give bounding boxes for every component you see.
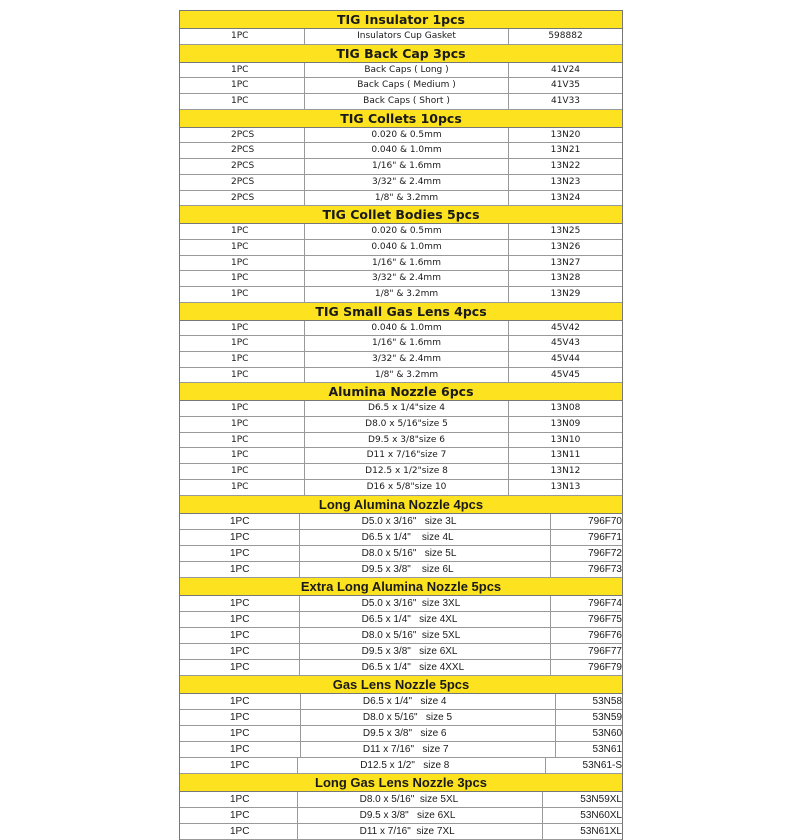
quantity-cell: 1PC — [180, 256, 305, 271]
quantity-cell: 1PC — [180, 726, 301, 741]
table-row — [180, 271, 622, 287]
table-row — [180, 417, 622, 433]
part-code-cell: 45V44 — [550, 354, 581, 364]
part-code-cell: 13N29 — [550, 288, 581, 299]
part-code-cell: 796F74 — [588, 597, 622, 609]
quantity-cell: 1PC — [180, 480, 305, 495]
section-title: TIG Back Cap 3pcs — [180, 45, 622, 63]
description-cell: D12.5 x 1/2"size 8 — [305, 464, 509, 479]
table-row — [180, 401, 622, 417]
description-cell: D5.0 x 3/16" size 3XL — [300, 596, 551, 611]
description-cell: D6.5 x 1/4" size 4XXL — [300, 660, 551, 675]
quantity-cell: 1PC — [180, 808, 298, 823]
section-title: TIG Insulator 1pcs — [180, 11, 622, 29]
part-code-cell: 53N61 — [592, 743, 622, 755]
table-row — [180, 628, 622, 644]
quantity-cell: 1PC — [180, 78, 305, 93]
description-cell: D6.5 x 1/4" size 4 — [301, 694, 556, 709]
quantity-cell: 2PCS — [180, 175, 305, 190]
table-row — [180, 240, 622, 256]
part-code-cell: 796F79 — [588, 661, 622, 673]
quantity-cell: 1PC — [180, 336, 305, 351]
part-code-cell: 796F75 — [588, 613, 622, 625]
part-code-cell: 13N25 — [550, 226, 581, 237]
table-row — [180, 336, 622, 352]
description-cell: D5.0 x 3/16" size 3L — [300, 514, 551, 529]
part-code-cell: 13N23 — [550, 176, 581, 187]
description-cell: Back Caps ( Long ) — [305, 63, 509, 78]
quantity-cell: 1PC — [180, 448, 305, 463]
quantity-cell: 1PC — [180, 224, 305, 239]
quantity-cell: 1PC — [180, 287, 305, 302]
quantity-cell: 1PC — [180, 321, 305, 336]
quantity-cell: 1PC — [180, 368, 305, 383]
description-cell: D11 x 7/16"size 7 — [305, 448, 509, 463]
description-cell: 3/32" & 2.4mm — [305, 175, 509, 190]
table-row — [180, 726, 622, 742]
part-code-cell: 53N61-S — [582, 759, 622, 771]
parts-section — [180, 578, 622, 676]
table-row — [180, 94, 622, 110]
parts-section — [180, 676, 622, 774]
table-row — [180, 78, 622, 94]
quantity-cell: 1PC — [180, 94, 305, 109]
parts-section — [180, 206, 622, 302]
quantity-cell: 2PCS — [180, 128, 305, 143]
description-cell: D6.5 x 1/4" size 4L — [300, 530, 551, 545]
quantity-cell: 1PC — [180, 628, 300, 643]
quantity-cell: 1PC — [180, 710, 301, 725]
parts-section — [180, 45, 622, 110]
part-code-cell: 796F71 — [588, 531, 622, 543]
quantity-cell: 1PC — [180, 271, 305, 286]
quantity-cell: 1PC — [180, 644, 300, 659]
description-cell: 3/32" & 2.4mm — [305, 352, 509, 367]
part-code-cell: 13N21 — [550, 145, 581, 156]
section-title: TIG Small Gas Lens 4pcs — [180, 303, 622, 321]
part-code-cell: 53N58 — [592, 695, 622, 707]
description-cell: D9.5 x 3/8" size 6XL — [298, 808, 544, 823]
table-row — [180, 596, 622, 612]
table-row — [180, 224, 622, 240]
part-code-cell: 41V33 — [550, 96, 581, 107]
parts-section — [180, 110, 622, 206]
description-cell: D9.5 x 3/8"size 6 — [305, 433, 509, 448]
quantity-cell: 2PCS — [180, 159, 305, 174]
part-code-cell: 598882 — [548, 31, 583, 41]
part-code-cell: 41V35 — [550, 80, 581, 91]
part-code-cell: 796F73 — [588, 563, 622, 575]
part-code-cell: 796F70 — [588, 515, 622, 527]
section-title: TIG Collets 10pcs — [180, 110, 622, 128]
description-cell: D6.5 x 1/4"size 4 — [305, 401, 509, 416]
quantity-cell: 1PC — [180, 694, 301, 709]
quantity-cell: 1PC — [180, 758, 298, 773]
part-code-cell: 796F76 — [588, 629, 622, 641]
description-cell: D6.5 x 1/4" size 4XL — [300, 612, 551, 627]
parts-section — [180, 774, 622, 840]
quantity-cell: 1PC — [180, 63, 305, 78]
part-code-cell: 45V42 — [550, 322, 581, 333]
description-cell: D12.5 x 1/2" size 8 — [298, 758, 545, 773]
table-row — [180, 63, 622, 79]
table-row — [180, 612, 622, 628]
part-code-cell: 53N61XL — [580, 825, 622, 837]
section-title: Gas Lens Nozzle 5pcs — [180, 676, 622, 694]
part-code-cell: 53N60XL — [580, 809, 622, 821]
part-code-cell: 13N24 — [550, 192, 581, 203]
description-cell: D8.0 x 5/16" size 5 — [301, 710, 556, 725]
table-row — [180, 644, 622, 660]
quantity-cell: 1PC — [180, 742, 301, 757]
quantity-cell: 1PC — [180, 29, 305, 44]
table-row — [180, 562, 622, 578]
part-code-cell: 13N10 — [550, 434, 581, 445]
description-cell: 1/8" & 3.2mm — [305, 191, 509, 206]
description-cell: D11 x 7/16" size 7 — [301, 742, 556, 757]
description-cell: 3/32" & 2.4mm — [305, 271, 509, 286]
part-code-cell: 53N59 — [592, 711, 622, 723]
table-row — [180, 464, 622, 480]
part-code-cell: 45V45 — [550, 369, 581, 380]
quantity-cell: 1PC — [180, 824, 298, 839]
quantity-cell: 1PC — [180, 546, 300, 561]
table-row — [180, 256, 622, 272]
description-cell: D9.5 x 3/8" size 6 — [301, 726, 556, 741]
table-row — [180, 368, 622, 384]
description-cell: 1/16" & 1.6mm — [305, 256, 509, 271]
quantity-cell: 1PC — [180, 240, 305, 255]
part-code-cell: 13N08 — [550, 403, 581, 414]
part-code-cell: 796F77 — [588, 645, 622, 657]
part-code-cell: 13N26 — [550, 241, 581, 252]
section-title: TIG Collet Bodies 5pcs — [180, 206, 622, 224]
table-row — [180, 321, 622, 337]
description-cell: 0.040 & 1.0mm — [305, 143, 509, 158]
part-code-cell: 13N12 — [550, 466, 581, 477]
part-code-cell: 41V24 — [550, 64, 581, 75]
section-title: Extra Long Alumina Nozzle 5pcs — [180, 578, 622, 596]
table-row — [180, 530, 622, 546]
table-row — [180, 143, 622, 159]
table-row — [180, 792, 622, 808]
table-row — [180, 758, 622, 774]
part-code-cell: 45V43 — [550, 338, 581, 349]
table-row — [180, 514, 622, 530]
quantity-cell: 1PC — [180, 417, 305, 432]
table-row — [180, 824, 622, 840]
description-cell: 1/16" & 1.6mm — [305, 336, 509, 351]
part-code-cell: 13N22 — [550, 161, 581, 172]
quantity-cell: 1PC — [180, 514, 300, 529]
section-title: Long Alumina Nozzle 4pcs — [180, 496, 622, 514]
section-title: Long Gas Lens Nozzle 3pcs — [180, 774, 622, 792]
quantity-cell: 1PC — [180, 530, 300, 545]
description-cell: 1/8" & 3.2mm — [305, 287, 509, 302]
description-cell: D16 x 5/8"size 10 — [305, 480, 509, 495]
quantity-cell: 1PC — [180, 792, 298, 807]
part-code-cell: 13N09 — [550, 419, 581, 430]
part-code-cell: 13N13 — [550, 481, 581, 492]
quantity-cell: 1PC — [180, 660, 300, 675]
table-row — [180, 29, 622, 45]
part-code-cell: 53N59XL — [580, 793, 622, 805]
table-row — [180, 352, 622, 368]
table-row — [180, 175, 622, 191]
quantity-cell: 1PC — [180, 464, 305, 479]
section-title: Alumina Nozzle 6pcs — [180, 383, 622, 401]
part-code-cell: 796F72 — [588, 547, 622, 559]
table-row — [180, 159, 622, 175]
table-row — [180, 448, 622, 464]
quantity-cell: 1PC — [180, 612, 300, 627]
table-row — [180, 694, 622, 710]
quantity-cell: 1PC — [180, 433, 305, 448]
parts-section — [180, 496, 622, 578]
table-row — [180, 710, 622, 726]
parts-section — [180, 11, 622, 45]
part-code-cell: 13N27 — [550, 257, 581, 268]
table-row — [180, 128, 622, 144]
table-row — [180, 742, 622, 758]
table-row — [180, 433, 622, 449]
table-row — [180, 287, 622, 303]
description-cell: D8.0 x 5/16" size 5XL — [300, 628, 551, 643]
parts-section — [180, 383, 622, 495]
table-row — [180, 660, 622, 676]
description-cell: 0.040 & 1.0mm — [305, 321, 509, 336]
description-cell: Insulators Cup Gasket — [305, 29, 509, 44]
part-code-cell: 13N20 — [550, 129, 581, 140]
table-row — [180, 480, 622, 496]
description-cell: D8.0 x 5/16"size 5 — [305, 417, 509, 432]
description-cell: D8.0 x 5/16" size 5XL — [298, 792, 544, 807]
part-code-cell: 13N11 — [550, 450, 581, 461]
description-cell: 1/8" & 3.2mm — [305, 368, 509, 383]
parts-section — [180, 303, 622, 384]
quantity-cell: 1PC — [180, 401, 305, 416]
quantity-cell: 2PCS — [180, 191, 305, 206]
part-code-cell: 13N28 — [550, 273, 581, 284]
description-cell: D8.0 x 5/16" size 5L — [300, 546, 551, 561]
description-cell: D9.5 x 3/8" size 6L — [300, 562, 551, 577]
table-row — [180, 808, 622, 824]
description-cell: Back Caps ( Medium ) — [305, 78, 509, 93]
description-cell: 0.020 & 0.5mm — [305, 128, 509, 143]
quantity-cell: 1PC — [180, 596, 300, 611]
description-cell: Back Caps ( Short ) — [305, 94, 509, 109]
parts-list-table — [179, 10, 623, 840]
description-cell: 0.040 & 1.0mm — [305, 240, 509, 255]
description-cell: 1/16" & 1.6mm — [305, 159, 509, 174]
part-code-cell: 53N60 — [592, 727, 622, 739]
description-cell: D11 x 7/16" size 7XL — [298, 824, 544, 839]
table-row — [180, 546, 622, 562]
table-row — [180, 191, 622, 207]
quantity-cell: 1PC — [180, 562, 300, 577]
description-cell: D9.5 x 3/8" size 6XL — [300, 644, 551, 659]
description-cell: 0.020 & 0.5mm — [305, 224, 509, 239]
quantity-cell: 1PC — [180, 352, 305, 367]
quantity-cell: 2PCS — [180, 143, 305, 158]
